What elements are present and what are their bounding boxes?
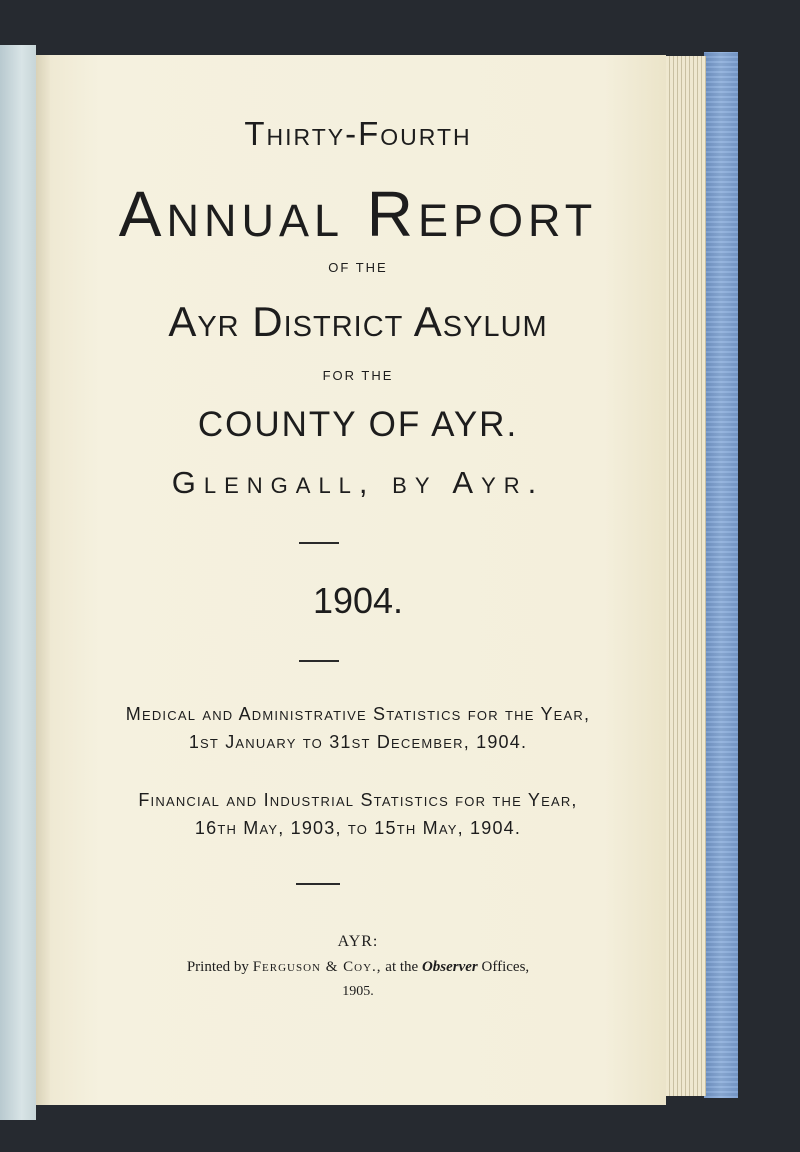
financial-period-line: 16th May, 1903, to 15th May, 1904. [194, 818, 522, 838]
for-the-label: FOR THE [322, 368, 394, 383]
book-cover-edge [704, 52, 738, 1098]
location-line: Glengall, by Ayr. [171, 465, 545, 500]
medical-statistics-line: Medical and Administrative Statistics for the Year, [125, 704, 591, 724]
divider-rule [299, 542, 339, 544]
imprint-year: 1905. [342, 984, 374, 999]
county-name: COUNTY OF AYR. [197, 405, 519, 444]
financial-statistics-line: Financial and Industrial Statistics for the Year, [138, 790, 578, 810]
of-the-label: OF THE [328, 260, 388, 275]
divider-rule [296, 883, 340, 885]
imprint-suffix: Offices, [481, 959, 530, 975]
imprint-place: AYR: [337, 933, 379, 950]
report-ordinal: Thirty-Fourth [244, 115, 472, 152]
medical-period-line: 1st January to 31st December, 1904. [188, 732, 528, 752]
imprint-mid: at the [385, 959, 419, 975]
facing-page-edge [0, 45, 36, 1120]
divider-rule [299, 660, 339, 662]
imprint-line [50, 959, 666, 976]
institution-name: Ayr District Asylum [168, 298, 548, 345]
title-page [50, 55, 666, 1105]
page-stack-edge [662, 56, 706, 1096]
imprint-firm: Ferguson & Coy., [252, 959, 382, 975]
report-year: 1904. [312, 580, 404, 621]
report-title: Annual Report [118, 178, 598, 250]
imprint-prefix: Printed by [186, 959, 249, 975]
imprint-paper: Observer [421, 959, 478, 975]
